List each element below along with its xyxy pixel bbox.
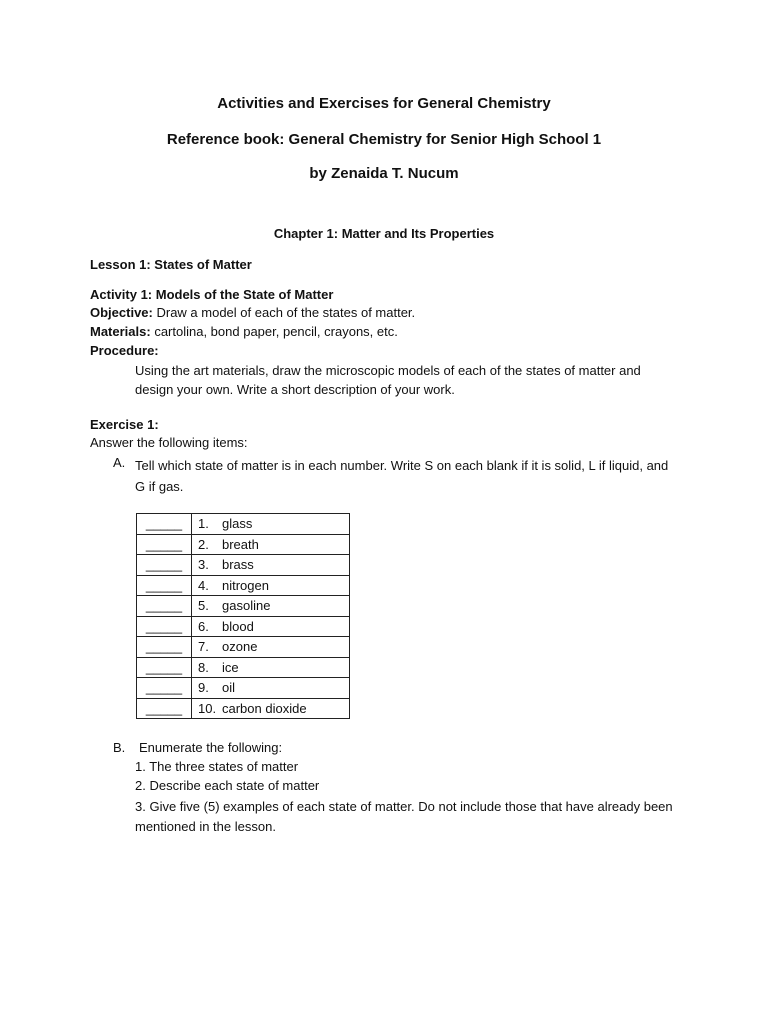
part-a-letter: A. [113, 455, 126, 470]
table-row [137, 637, 350, 658]
document-title: Activities and Exercises for General Chemistry [217, 95, 551, 112]
item-label: nitrogen [222, 577, 269, 593]
objective-line [90, 305, 415, 320]
table-row [137, 616, 350, 637]
answer-blank: _____ [137, 678, 192, 699]
item-cell [192, 637, 350, 658]
answer-blank: _____ [137, 596, 192, 617]
item-label: brass [222, 557, 254, 573]
table-row [137, 575, 350, 596]
part-b-item: 2. Describe each state of matter [135, 778, 320, 793]
item-label: breath [222, 536, 259, 552]
item-cell [192, 596, 350, 617]
item-cell [192, 555, 350, 576]
item-number: 5. [198, 598, 209, 614]
procedure-label: Procedure: [90, 343, 159, 358]
materials-text: cartolina, bond paper, pencil, crayons, etc. [150, 324, 398, 339]
item-number: 2. [198, 536, 209, 552]
objective-label: Objective: [90, 305, 153, 320]
part-b-item: 1. The three states of matter [135, 759, 299, 774]
chapter-heading: Chapter 1: Matter and Its Properties [273, 226, 495, 241]
answer-blank: _____ [137, 637, 192, 658]
lesson-heading: Lesson 1: States of Matter [90, 257, 252, 272]
item-number: 6. [198, 618, 209, 634]
item-cell [192, 698, 350, 719]
table-row [137, 534, 350, 555]
materials-label: Materials: [90, 324, 151, 339]
item-number: 10. [198, 700, 217, 716]
exercise-instruction: Answer the following items: [90, 435, 248, 450]
materials-line [90, 324, 398, 339]
answer-blank: _____ [137, 575, 192, 596]
item-label: ice [222, 659, 239, 675]
table-row [137, 657, 350, 678]
item-cell [192, 514, 350, 535]
objective-text: Draw a model of each of the states of matter. [152, 305, 416, 320]
answer-blank: _____ [137, 555, 192, 576]
item-cell [192, 616, 350, 637]
state-of-matter-table [136, 513, 350, 719]
author-line: by Zenaida T. Nucum [309, 165, 459, 182]
answer-blank: _____ [137, 698, 192, 719]
part-b-text: Enumerate the following: [139, 740, 283, 755]
item-label: ozone [222, 639, 258, 655]
activity-title: Activity 1: Models of the State of Matter [90, 287, 334, 302]
answer-blank: _____ [137, 534, 192, 555]
item-number: 3. [198, 557, 209, 573]
part-b-item: 3. Give five (5) examples of each state of matter. Do not include those that have already been mentioned in the lesson. [135, 799, 673, 834]
table-row [137, 514, 350, 535]
item-cell [192, 657, 350, 678]
part-b-letter: B. [113, 740, 126, 755]
exercise-title: Exercise 1: [90, 417, 159, 432]
item-label: blood [222, 618, 254, 634]
table-row [137, 678, 350, 699]
answer-blank: _____ [137, 657, 192, 678]
item-cell [192, 575, 350, 596]
item-label: oil [222, 680, 236, 696]
item-label: gasoline [222, 598, 271, 614]
item-number: 1. [198, 516, 209, 532]
item-label: glass [222, 516, 253, 532]
item-cell [192, 678, 350, 699]
answer-blank: _____ [137, 514, 192, 535]
table-row [137, 555, 350, 576]
table-row [137, 698, 350, 719]
item-number: 9. [198, 680, 209, 696]
answer-blank: _____ [137, 616, 192, 637]
procedure-text: Using the art materials, draw the microscopic models of each of the states of matter and design your own. Write a short description of your work. [135, 363, 641, 397]
item-number: 4. [198, 577, 209, 593]
item-number: 8. [198, 659, 209, 675]
part-a-text: Tell which state of matter is in each number. Write S on each blank if it is solid, L if liquid, and G if gas. [135, 458, 669, 494]
item-label: carbon dioxide [222, 700, 307, 716]
table-row [137, 596, 350, 617]
item-number: 7. [198, 639, 209, 655]
reference-book: Reference book: General Chemistry for Senior High School 1 [166, 131, 602, 148]
item-cell [192, 534, 350, 555]
